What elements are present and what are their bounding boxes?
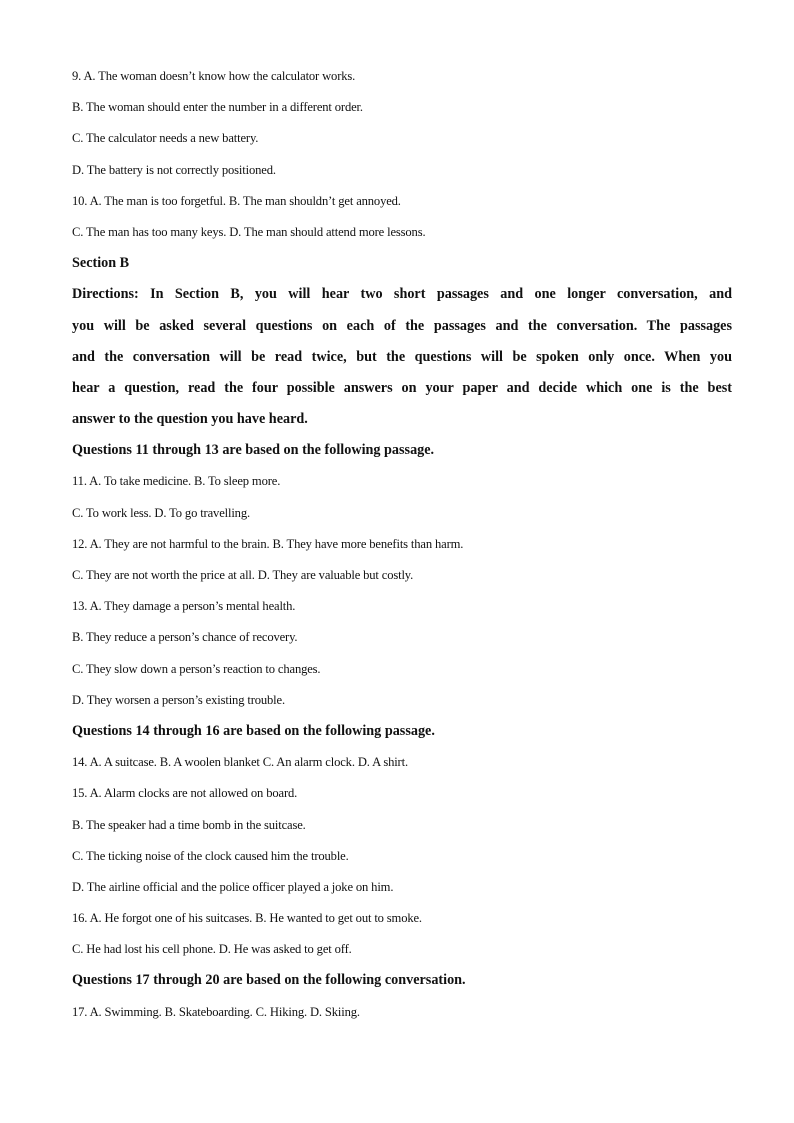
text-line: D. They worsen a person’s existing trouble. (72, 692, 285, 707)
text-line: 14. A. A suitcase. B. A woolen blanket C. An alarm clock. D. A shirt. (72, 755, 408, 770)
text-line: 9. A. The woman doesn’t know how the calculator works. (72, 69, 356, 83)
section-heading: Section B (72, 255, 130, 272)
text-line: D. The battery is not correctly positioned. (72, 162, 276, 177)
text-line: B. They reduce a person’s chance of recovery. (72, 630, 298, 645)
text-line: B. The speaker had a time bomb in the suitcase. (72, 817, 306, 832)
directions-text: you will be asked several questions on each of the passages and the conversation. The passages (72, 317, 732, 334)
document-body (72, 66, 732, 1033)
text-line: C. To work less. D. To go travelling. (72, 505, 250, 520)
directions-text: and the conversation will be read twice, but the questions will be spoken only once. When you (72, 348, 732, 365)
directions-text: answer to the question you have heard. (72, 411, 308, 428)
text-line: C. The man has too many keys. D. The man should attend more lessons. (72, 224, 426, 239)
text-line: 17. A. Swimming. B. Skateboarding. C. Hiking. D. Skiing. (72, 1004, 360, 1019)
text-line: C. They are not worth the price at all. D. They are valuable but costly. (72, 568, 414, 582)
text-line: C. They slow down a person’s reaction to changes. (72, 661, 321, 676)
directions-text: Directions: In Section B, you will hear two short passages and one longer conversation, and (72, 286, 732, 303)
directions-text: hear a question, read the four possible answers on your paper and decide which one is the best (72, 379, 732, 396)
section-heading: Questions 11 through 13 are based on the following passage. (72, 442, 435, 459)
text-line: B. The woman should enter the number in a different order. (72, 100, 363, 115)
text-line: 12. A. They are not harmful to the brain. B. They have more benefits than harm. (72, 536, 464, 551)
section-heading: Questions 14 through 16 are based on the following passage. (72, 722, 435, 739)
text-line: 15. A. Alarm clocks are not allowed on board. (72, 786, 298, 801)
text-line: 10. A. The man is too forgetful. B. The man shouldn’t get annoyed. (72, 193, 401, 208)
text-line: 11. A. To take medicine. B. To sleep more. (72, 474, 281, 489)
text-line: 16. A. He forgot one of his suitcases. B. He wanted to get out to smoke. (72, 911, 422, 926)
text-line: C. The ticking noise of the clock caused him the trouble. (72, 848, 349, 863)
text-line: C. The calculator needs a new battery. (72, 131, 259, 146)
section-heading: Questions 17 through 20 are based on the following conversation. (72, 972, 466, 989)
text-line: C. He had lost his cell phone. D. He was asked to get off. (72, 942, 352, 957)
text-line: D. The airline official and the police officer played a joke on him. (72, 879, 394, 894)
text-line: 13. A. They damage a person’s mental health. (72, 599, 296, 614)
